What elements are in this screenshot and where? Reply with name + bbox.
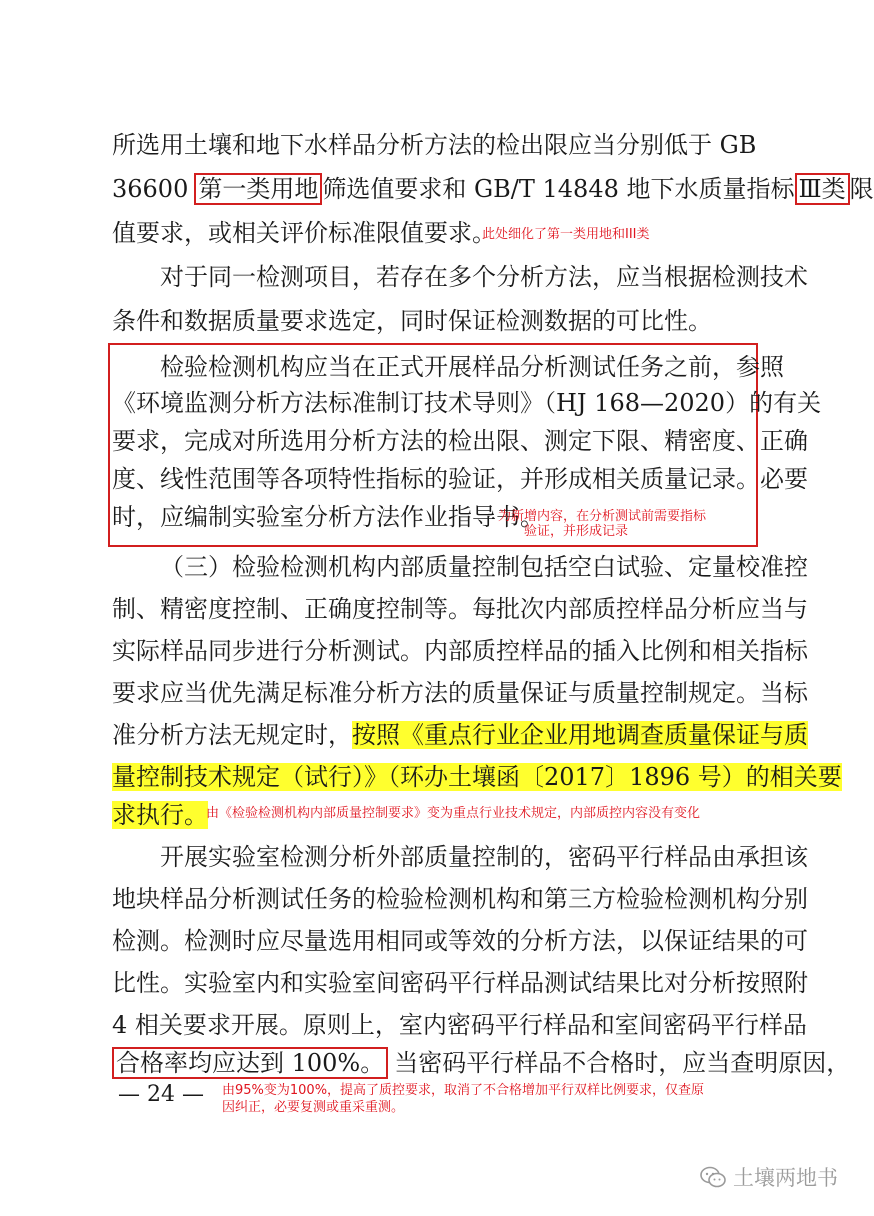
p5-line-2: 地块样品分析测试任务的检验检测机构和第三方检验检测机构分别 (112, 885, 808, 913)
p4-line-4: 要求应当优先满足标准分析方法的质量保证与质量控制规定。当标 (112, 679, 808, 707)
p5-line-3: 检测。检测时应尽量选用相同或等效的分析方法，以保证结果的可 (112, 927, 808, 955)
highlight-yellow-1: 按照《重点行业企业用地调查质量保证与质 (352, 721, 808, 749)
wechat-icon (699, 1165, 727, 1189)
highlight-box-class-iii: Ⅲ类 (795, 173, 850, 205)
p3-line-2: 《环境监测分析方法标准制订技术导则》（HJ 168—2020）的有关 (112, 389, 822, 417)
p1-line-1: 所选用土壤和地下水样品分析方法的检出限应当分别低于 GB (112, 131, 757, 159)
annotation-note-4a: 由95%变为100%，提高了质控要求，取消了不合格增加平行双样比例要求，仅查原 (222, 1083, 705, 1098)
p1-line-2-a: 36600 (112, 175, 189, 203)
p3-line-5: 时，应编制实验室分析方法作业指导书。 (112, 503, 544, 531)
p4-line-1: （三）检验检测机构内部质量控制包括空白试验、定量校准控 (160, 553, 808, 581)
page-number: — 24 — (118, 1082, 204, 1107)
watermark-text: 土壤两地书 (733, 1166, 838, 1190)
annotation-note-3: 由《检验检测机构内部质量控制要求》变为重点行业技术规定，内部质控内容没有变化 (206, 806, 701, 821)
p2-line-2: 条件和数据质量要求选定，同时保证检测数据的可比性。 (112, 307, 712, 335)
p2-line-1: 对于同一检测项目，若存在多个分析方法，应当根据检测技术 (160, 263, 808, 291)
p4-line-6 (112, 760, 842, 794)
annotation-note-2a: 为新增内容，在分析测试前需要指标 (498, 509, 707, 524)
p5-line-1: 开展实验室检测分析外部质量控制的，密码平行样品由承担该 (160, 843, 808, 871)
highlight-box-100-percent: 合格率均应达到 100%。 (112, 1047, 388, 1079)
p5-line-6-b: 当密码平行样品不合格时，应当查明原因， (394, 1049, 851, 1077)
annotation-note-2b: 验证，并形成记录 (524, 524, 629, 539)
p5-line-4: 比性。实验室内和实验室间密码平行样品测试结果比对分析按照附 (112, 969, 808, 997)
highlight-yellow-3: 求执行。 (112, 801, 208, 829)
p1-line-2-b: 筛选值要求和 GB/T 14848 地下水质量指标 (322, 175, 795, 203)
highlight-box-first-class-land: 第一类用地 (194, 173, 322, 205)
p5-line-5: 4 相关要求开展。原则上，室内密码平行样品和室间密码平行样品 (112, 1011, 807, 1039)
p4-line-2: 制、精密度控制、正确度控制等。每批次内部质控样品分析应当与 (112, 595, 808, 623)
highlight-yellow-2: 量控制技术规定（试行）》（环办土壤函〔2017〕1896 号）的相关要 (112, 763, 842, 791)
p1-line-3: 值要求，或相关评价标准限值要求。 (112, 219, 496, 247)
p4-line-5-a: 准分析方法无规定时， (112, 721, 352, 749)
p5-line-6 (112, 1046, 851, 1080)
p4-line-3: 实际样品同步进行分析测试。内部质控样品的插入比例和相关指标 (112, 637, 808, 665)
annotation-note-1: 此处细化了第一类用地和III类 (482, 227, 650, 242)
watermark (699, 1162, 838, 1192)
p3-line-3: 要求，完成对所选用分析方法的检出限、测定下限、精密度、正确 (112, 427, 808, 455)
p1-line-2 (112, 172, 874, 206)
p3-line-4: 度、线性范围等各项特性指标的验证，并形成相关质量记录。必要 (112, 465, 808, 493)
p3-line-1: 检验检测机构应当在正式开展样品分析测试任务之前，参照 (160, 353, 784, 381)
p4-line-5 (112, 718, 808, 752)
p1-line-2-c: 限 (849, 175, 874, 203)
annotation-note-4b: 因纠正，必要复测或重采重测。 (222, 1100, 405, 1115)
